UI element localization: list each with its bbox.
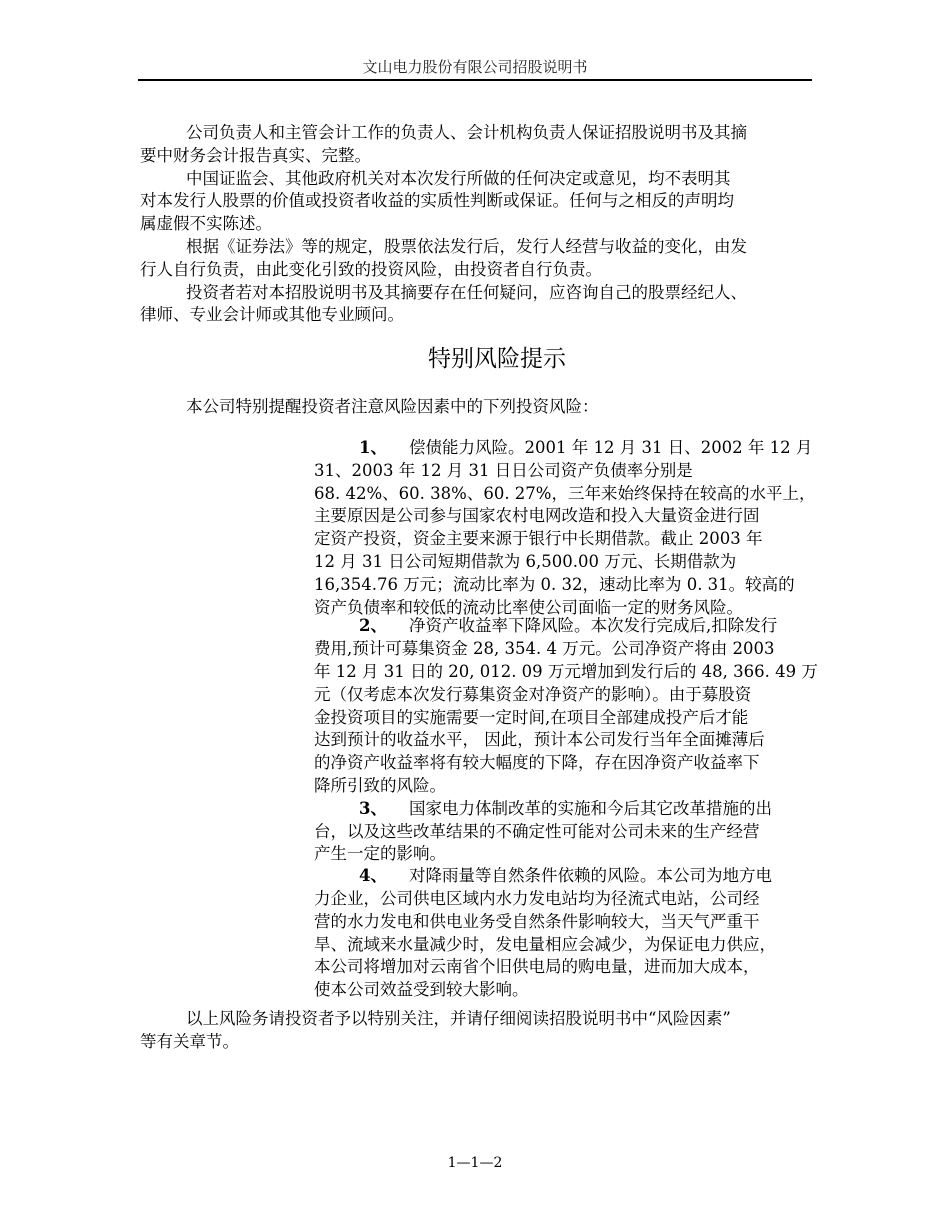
paragraph-line: 要中财务会计报告真实、完整。 bbox=[140, 145, 371, 165]
risk-line: 本公司将增加对云南省个旧供电局的购电量，进而加大成本， bbox=[314, 957, 760, 977]
risk-number: 2、 bbox=[359, 616, 387, 636]
risk-line: 达到预计的收益水平， 因此，预计本公司发行当年全面摊薄后 bbox=[314, 730, 765, 750]
paragraph-line: 行人自行负责，由此变化引致的投资风险，由投资者自行负责。 bbox=[140, 259, 602, 279]
paragraph bbox=[140, 236, 747, 282]
section-title: 特别风险提示 bbox=[428, 346, 566, 372]
risk-text: 净资产收益率下降风险。本次发行完成后,扣除发行 bbox=[408, 616, 778, 636]
paragraph bbox=[140, 122, 747, 168]
risk-line: 台，以及这些改革结果的不确定性可能对公司未来的生产经营 bbox=[314, 821, 760, 841]
risk-line bbox=[314, 437, 818, 460]
paragraph-line: 中国证监会、其他政府机关对本次发行所做的任何决定或意见，均不表明其 bbox=[186, 168, 731, 188]
risk-text: 偿债能力风险。2001 年 12 月 31 日、2002 年 12 月 bbox=[408, 438, 813, 457]
risk-line: 定资产投资，资金主要来源于银行中长期借款。截止 2003 年 bbox=[314, 529, 763, 549]
risk-line: 营的水力发电和供电业务受自然条件影响较大，当天气严重干 bbox=[314, 911, 760, 931]
risk-number: 3、 bbox=[359, 798, 387, 818]
risk-line: 68. 42%、60. 38%、60. 27%，三年来始终保持在较高的水平上， bbox=[314, 483, 816, 503]
risk-text: 对降雨量等自然条件依赖的风险。本公司为地方电 bbox=[408, 866, 772, 886]
page-number: 1—1—2 bbox=[447, 1155, 503, 1171]
closing-paragraph bbox=[140, 1008, 731, 1054]
paragraph-line: 律师、专业会计师或其他专业顾问。 bbox=[140, 305, 404, 325]
risk-line: 主要原因是公司参与国家农村电网改造和投入大量资金进行固 bbox=[314, 506, 760, 526]
risk-line: 的净资产收益率将有较大幅度的下降，存在因净资产收益率下 bbox=[314, 753, 760, 773]
intro-paragraphs bbox=[140, 122, 747, 327]
risk-number: 4、 bbox=[359, 866, 387, 886]
paragraph-line: 对本发行人股票的价值或投资者收益的实质性判断或保证。任何与之相反的声明均 bbox=[140, 191, 734, 211]
risk-line: 旱、流域来水量减少时，发电量相应会减少，为保证电力供应， bbox=[314, 934, 776, 954]
risk-line: 年 12 月 31 日的 20, 012. 09 万元增加到发行后的 48, 366. 49 万 bbox=[314, 661, 818, 681]
risk-intro: 本公司特别提醒投资者注意风险因素中的下列投资风险： bbox=[186, 397, 599, 416]
risk-item bbox=[314, 865, 818, 1002]
paragraph bbox=[140, 168, 747, 236]
risk-list bbox=[314, 437, 818, 1002]
paragraph-line: 投资者若对本招股说明书及其摘要存在任何疑问，应咨询自己的股票经纪人、 bbox=[186, 282, 747, 302]
header-rule bbox=[138, 79, 812, 81]
risk-line: 16,354.76 万元；流动比率为 0. 32，速动比率为 0. 31。较高的 bbox=[314, 574, 795, 594]
risk-line bbox=[314, 798, 818, 821]
risk-line: 31、2003 年 12 月 31 日日公司资产负债率分别是 bbox=[314, 460, 693, 480]
risk-line: 金投资项目的实施需要一定时间,在项目全部建成投产后才能 bbox=[314, 707, 749, 727]
closing-line: 等有关章节。 bbox=[140, 1031, 239, 1051]
risk-line bbox=[314, 865, 818, 888]
risk-line: 费用,预计可募集资金 28, 354. 4 万元。公司净资产将由 2003 bbox=[314, 639, 775, 659]
risk-item bbox=[314, 437, 818, 619]
risk-line: 资产负债率和较低的流动比率使公司面临一定的财务风险。 bbox=[314, 597, 743, 617]
risk-line bbox=[314, 615, 818, 638]
risk-number: 1、 bbox=[359, 438, 387, 457]
paragraph-line: 根据《证券法》等的规定，股票依法发行后，发行人经营与收益的变化，由发 bbox=[186, 236, 747, 256]
paragraph-line: 公司负责人和主管会计工作的负责人、会计机构负责人保证招股说明书及其摘 bbox=[186, 123, 747, 142]
closing-line: 以上风险务请投资者予以特别关注，并请仔细阅读招股说明书中“风险因素” bbox=[186, 1009, 731, 1028]
risk-line: 力企业，公司供电区域内水力发电站均为径流式电站，公司经 bbox=[314, 888, 760, 908]
risk-text: 国家电力体制改革的实施和今后其它改革措施的出 bbox=[408, 798, 772, 818]
risk-line: 使本公司效益受到较大影响。 bbox=[314, 980, 529, 1000]
risk-line: 元（仅考虑本次发行募集资金对净资产的影响）。由于募股资 bbox=[314, 684, 752, 704]
paragraph-line: 属虚假不实陈述。 bbox=[140, 214, 272, 234]
risk-line: 产生一定的影响。 bbox=[314, 844, 446, 864]
paragraph bbox=[140, 282, 747, 328]
page-header: 文山电力股份有限公司招股说明书 bbox=[362, 58, 588, 76]
risk-line: 降所引致的风险。 bbox=[314, 775, 446, 795]
risk-item bbox=[314, 615, 818, 797]
risk-line: 12 月 31 日公司短期借款为 6,500.00 万元、长期借款为 bbox=[314, 551, 737, 571]
risk-item bbox=[314, 798, 818, 866]
